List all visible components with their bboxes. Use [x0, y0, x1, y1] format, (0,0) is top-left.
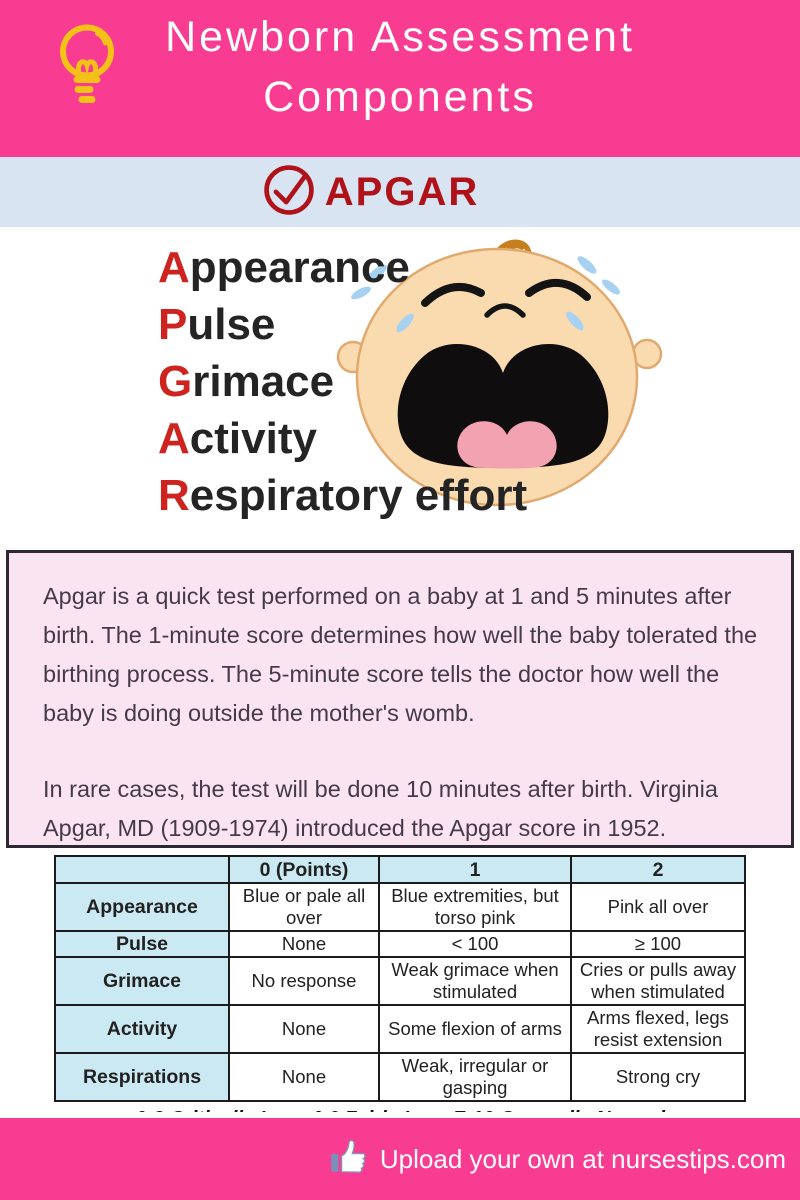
- table-cell: None: [229, 931, 379, 957]
- thumbs-up-icon: [328, 1136, 370, 1183]
- check-circle-icon: [261, 162, 317, 223]
- header-cell-1: 1: [379, 856, 571, 883]
- row-label-pulse: Pulse: [55, 931, 229, 957]
- table-cell: Weak grimace when stimulated: [379, 957, 571, 1005]
- apgar-label: APGAR: [324, 169, 480, 214]
- table-cell: ≥ 100: [571, 931, 745, 957]
- apgar-band: [0, 157, 800, 227]
- apgar-acronym-list: [158, 239, 527, 524]
- footer-banner: [0, 1118, 800, 1200]
- table-cell: None: [229, 1053, 379, 1101]
- lightbulb-icon: [52, 20, 122, 123]
- table-row: [55, 1005, 745, 1053]
- table-cell: Cries or pulls away when stimulated: [571, 957, 745, 1005]
- table-cell: < 100: [379, 931, 571, 957]
- acronym-item-activity: [158, 410, 527, 467]
- header-cell-2: 2: [571, 856, 745, 883]
- acronym-item-pulse: [158, 296, 527, 353]
- table-row: [55, 957, 745, 1005]
- acronym-rest: ctivity: [189, 414, 317, 463]
- table-row: [55, 1053, 745, 1101]
- acronym-rest: espiratory effort: [189, 471, 528, 520]
- apgar-description-box: [6, 550, 794, 848]
- description-paragraph-2: In rare cases, the test will be done 10 minutes after birth. Virginia Apgar, MD (1909-1974) introduced the Apgar score in 1952.: [43, 776, 718, 841]
- page-title-line1: Newborn Assessment: [165, 13, 635, 61]
- table-cell: Pink all over: [571, 883, 745, 931]
- acronym-item-grimace: [158, 353, 527, 410]
- table-row: [55, 883, 745, 931]
- row-label-appearance: Appearance: [55, 883, 229, 931]
- acronym-initial: R: [158, 471, 190, 520]
- header-banner: [0, 0, 800, 157]
- table-cell: None: [229, 1005, 379, 1053]
- acronym-rest: ppearance: [189, 243, 410, 292]
- acronym-item-respiratory-effort: [158, 467, 527, 524]
- table-row: [55, 931, 745, 957]
- row-label-respirations: Respirations: [55, 1053, 229, 1101]
- row-label-grimace: Grimace: [55, 957, 229, 1005]
- table-cell: Arms flexed, legs resist extension: [571, 1005, 745, 1053]
- table-cell: Some flexion of arms: [379, 1005, 571, 1053]
- table-cell: Weak, irregular or gasping: [379, 1053, 571, 1101]
- acronym-rest: rimace: [192, 357, 335, 406]
- score-table-section: [0, 848, 800, 1112]
- acronym-rest: ulse: [187, 300, 276, 349]
- table-cell: Blue extremities, but torso pink: [379, 883, 571, 931]
- acronym-item-appearance: [158, 239, 527, 296]
- acronym-initial: A: [158, 414, 190, 463]
- table-cell: Blue or pale all over: [229, 883, 379, 931]
- acronym-initial: A: [158, 243, 190, 292]
- header-cell-blank: [55, 856, 229, 883]
- apgar-score-table: [54, 855, 746, 1102]
- footer-text: Upload your own at nursestips.com: [379, 1143, 786, 1174]
- row-label-activity: Activity: [55, 1005, 229, 1053]
- description-paragraph-1: Apgar is a quick test performed on a baby at 1 and 5 minutes after birth. The 1-minute score determines how well the baby tolerated the birthing process. The 5-minute score tells the doctor how well the baby is doing outside the mother's womb.: [43, 583, 758, 726]
- table-cell: No response: [229, 957, 379, 1005]
- page-title-line2: Components: [263, 73, 537, 121]
- acronym-initial: G: [158, 357, 193, 406]
- acronym-section: [0, 227, 800, 550]
- apgar-badge: [261, 162, 479, 223]
- acronym-initial: P: [158, 300, 188, 349]
- table-header-row: [55, 856, 745, 883]
- header-cell-0-points: 0 (Points): [229, 856, 379, 883]
- table-cell: Strong cry: [571, 1053, 745, 1101]
